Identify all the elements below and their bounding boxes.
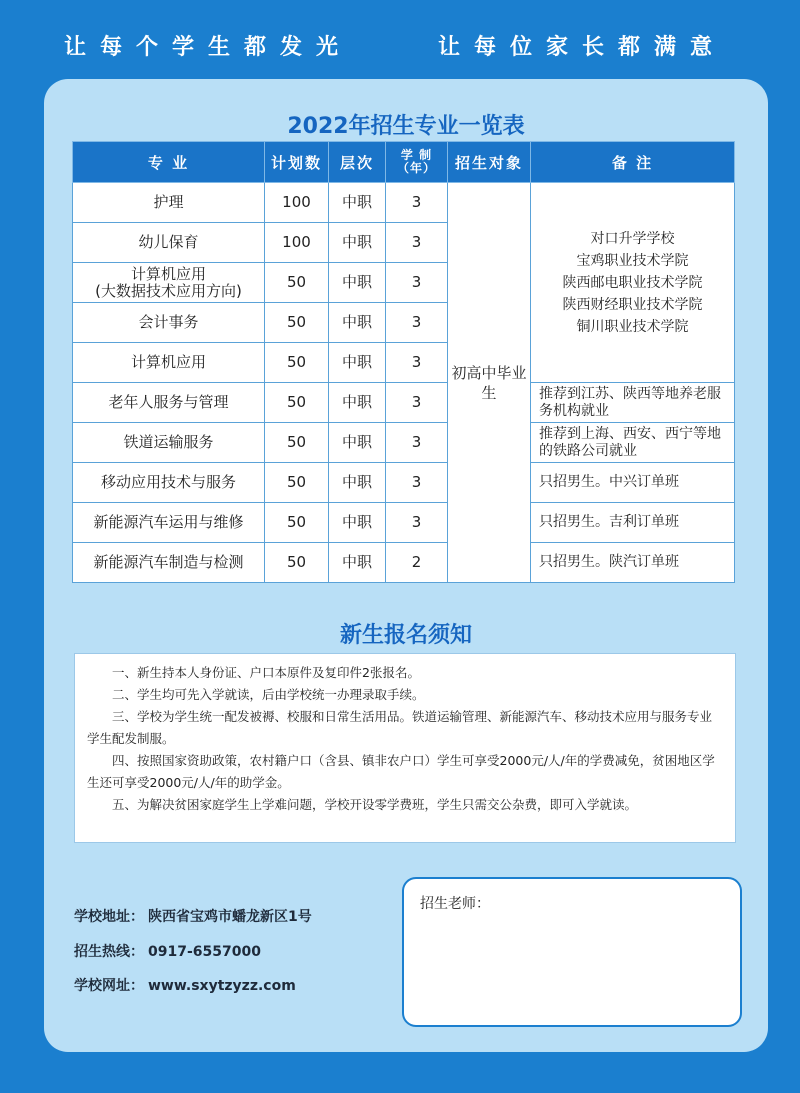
major-name: 计算机应用 xyxy=(130,264,206,283)
address-label: 学校地址： xyxy=(74,909,144,925)
years-cell: 2 xyxy=(386,543,448,583)
major-subtitle: (大数据技术应用方向) xyxy=(95,281,242,300)
plan-cell: 50 xyxy=(265,463,329,503)
level-cell: 中职 xyxy=(329,543,386,583)
table-row xyxy=(73,383,735,423)
slogan-left: 让每个学生都发光 xyxy=(64,35,353,60)
remark-line: 宝鸡职业技术学院 xyxy=(576,252,689,269)
website-value: www.sxytzyzz.com xyxy=(148,978,296,994)
remark-line: 陕西邮电职业技术学院 xyxy=(562,274,703,291)
notice-item: 三、学校为学生统一配发被褥、校服和日常生活用品。铁道运输管理、新能源汽车、移动技术应用与服务专业学生配发制服。 xyxy=(87,709,713,746)
years-cell: 3 xyxy=(386,463,448,503)
target-cell: 初高中毕业生 xyxy=(448,183,531,583)
level-cell: 中职 xyxy=(329,183,386,223)
years-cell: 3 xyxy=(386,263,448,303)
school-address xyxy=(74,906,312,926)
col-header-level: 层次 xyxy=(329,142,386,183)
table-row xyxy=(73,423,735,463)
notice-item: 二、学生均可先入学就读，后由学校统一办理录取手续。 xyxy=(112,687,425,702)
remark-cell: 只招男生。陕汽订单班 xyxy=(531,543,735,583)
table-row xyxy=(73,543,735,583)
majors-table-title: 2022年招生专业一览表 xyxy=(287,114,525,139)
major-cell xyxy=(73,263,265,303)
hotline-value: 0917-6557000 xyxy=(148,944,261,960)
slogan-right: 让每位家长都满意 xyxy=(438,35,727,60)
hotline-label: 招生热线： xyxy=(74,944,144,960)
col-header-plan: 计划数 xyxy=(265,142,329,183)
major-cell: 铁道运输服务 xyxy=(73,423,265,463)
plan-cell: 50 xyxy=(265,263,329,303)
years-cell: 3 xyxy=(386,303,448,343)
major-cell: 幼儿保育 xyxy=(73,223,265,263)
major-cell: 护理 xyxy=(73,183,265,223)
remark-cell: 只招男生。中兴订单班 xyxy=(531,463,735,503)
major-cell: 新能源汽车运用与维修 xyxy=(73,503,265,543)
remark-line: 对口升学学校 xyxy=(590,230,675,247)
plan-cell: 50 xyxy=(265,503,329,543)
plan-cell: 50 xyxy=(265,543,329,583)
level-cell: 中职 xyxy=(329,263,386,303)
plan-cell: 50 xyxy=(265,343,329,383)
plan-cell: 50 xyxy=(265,383,329,423)
notice-item: 五、为解决贫困家庭学生上学难问题，学校开设零学费班，学生只需交公杂费，即可入学就读。 xyxy=(112,797,638,812)
level-cell: 中职 xyxy=(329,223,386,263)
teacher-label: 招生老师： xyxy=(420,896,490,912)
col-header-years: 学 制（年） xyxy=(386,142,448,183)
remark-line: 陕西财经职业技术学院 xyxy=(562,296,703,313)
address-value: 陕西省宝鸡市蟠龙新区1号 xyxy=(148,909,312,925)
remark-cell: 只招男生。吉利订单班 xyxy=(531,503,735,543)
years-cell: 3 xyxy=(386,223,448,263)
table-header-row xyxy=(73,142,735,183)
school-website xyxy=(74,975,296,995)
remark-line: 铜川职业技术学院 xyxy=(576,318,689,335)
years-cell: 3 xyxy=(386,423,448,463)
table-row xyxy=(73,463,735,503)
notice-title: 新生报名须知 xyxy=(339,623,472,648)
remark-cell: 推荐到江苏、陕西等地养老服务机构就业 xyxy=(531,383,735,423)
years-cell: 3 xyxy=(386,183,448,223)
major-cell: 移动应用技术与服务 xyxy=(73,463,265,503)
content-panel xyxy=(44,79,768,1052)
level-cell: 中职 xyxy=(329,423,386,463)
notice-box xyxy=(74,653,736,843)
teacher-box xyxy=(402,877,742,1027)
notice-item: 四、按照国家资助政策，农村籍户口（含县、镇非农户口）学生可享受2000元/人/年的学费减免，贫困地区学生还可享受2000元/人/年的助学金。 xyxy=(87,753,715,790)
enrollment-hotline xyxy=(74,941,261,961)
col-header-remark: 备 注 xyxy=(531,142,735,183)
level-cell: 中职 xyxy=(329,383,386,423)
website-label: 学校网址： xyxy=(74,978,144,994)
col-header-major: 专 业 xyxy=(73,142,265,183)
plan-cell: 50 xyxy=(265,303,329,343)
table-row xyxy=(73,503,735,543)
major-cell: 新能源汽车制造与检测 xyxy=(73,543,265,583)
years-cell: 3 xyxy=(386,383,448,423)
years-cell: 3 xyxy=(386,503,448,543)
plan-cell: 100 xyxy=(265,223,329,263)
level-cell: 中职 xyxy=(329,463,386,503)
plan-cell: 100 xyxy=(265,183,329,223)
major-cell: 老年人服务与管理 xyxy=(73,383,265,423)
major-cell: 计算机应用 xyxy=(73,343,265,383)
col-header-target: 招生对象 xyxy=(448,142,531,183)
majors-table xyxy=(72,141,735,583)
major-cell: 会计事务 xyxy=(73,303,265,343)
table-row xyxy=(73,183,735,223)
remark-group-cell xyxy=(531,183,735,383)
level-cell: 中职 xyxy=(329,503,386,543)
years-cell: 3 xyxy=(386,343,448,383)
remark-cell: 推荐到上海、西安、西宁等地的铁路公司就业 xyxy=(531,423,735,463)
plan-cell: 50 xyxy=(265,423,329,463)
level-cell: 中职 xyxy=(329,303,386,343)
level-cell: 中职 xyxy=(329,343,386,383)
notice-item: 一、新生持本人身份证、户口本原件及复印件2张报名。 xyxy=(112,665,420,680)
